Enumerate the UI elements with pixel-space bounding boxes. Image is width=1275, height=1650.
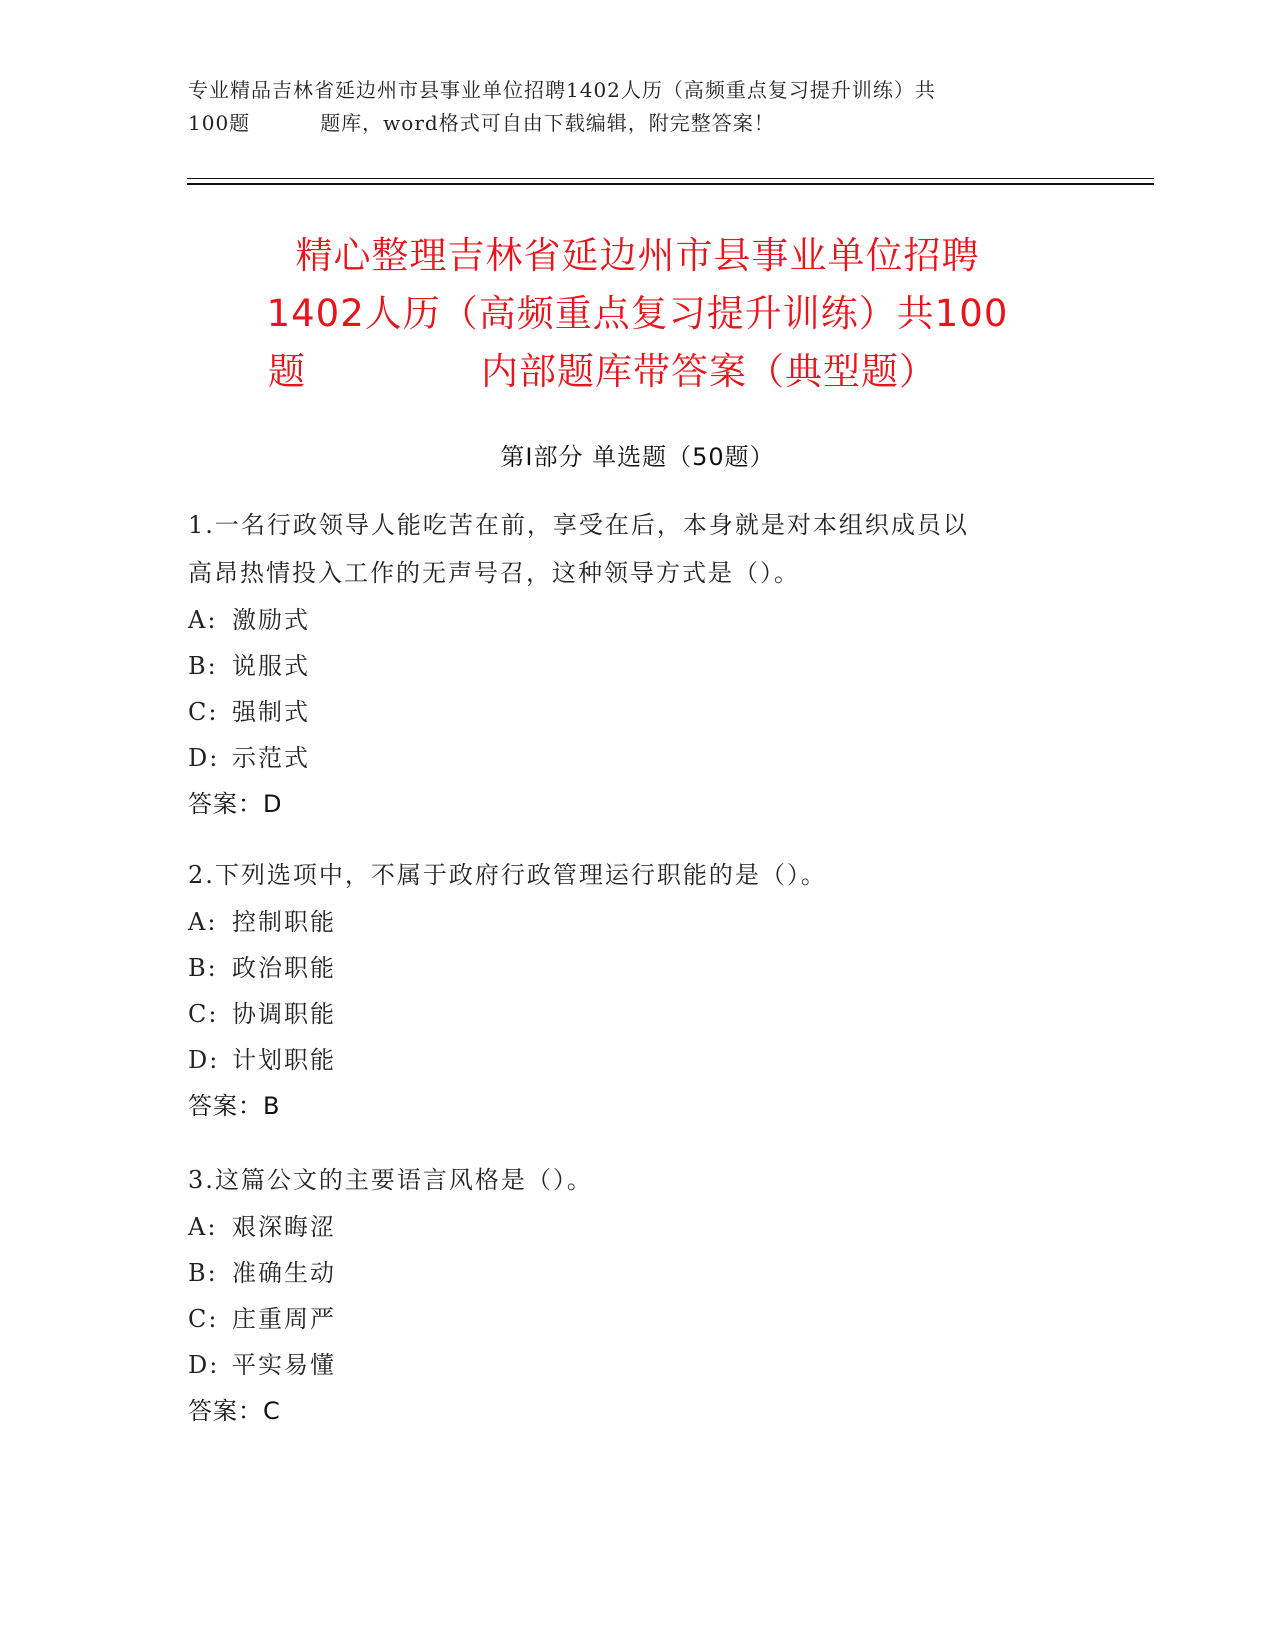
option-text: 说服式	[232, 652, 310, 680]
option-b	[188, 1250, 1088, 1296]
option-key: D:	[188, 1351, 220, 1379]
option-a	[188, 1204, 1088, 1250]
document-title	[150, 227, 1125, 401]
option-d	[188, 1342, 1088, 1388]
option-text: 平实易懂	[232, 1351, 336, 1379]
answer-line: 答案：D	[188, 790, 283, 818]
option-d	[188, 1037, 1088, 1083]
option-text: 政治职能	[232, 954, 336, 982]
title-line-3-start: 题	[268, 350, 306, 393]
option-c	[188, 1296, 1088, 1342]
question-stem: 2.下列选项中，不属于政府行政管理运行职能的是（）。	[188, 861, 827, 889]
option-text: 示范式	[232, 744, 310, 772]
option-a	[188, 597, 1088, 643]
question-1	[188, 501, 1088, 827]
option-d	[188, 735, 1088, 781]
option-text: 激励式	[232, 606, 310, 634]
option-key: D:	[188, 744, 220, 772]
header-note-count: 100题	[188, 111, 251, 135]
document-header-note	[188, 74, 1088, 140]
option-key: B:	[188, 1259, 218, 1287]
header-divider-thin	[187, 178, 1154, 179]
option-text: 控制职能	[232, 908, 336, 936]
option-key: C:	[188, 1000, 219, 1028]
option-text: 计划职能	[232, 1046, 336, 1074]
header-divider-thick	[187, 183, 1154, 185]
title-line-2: 1402人历（高频重点复习提升训练）共100	[266, 292, 1009, 335]
header-note-description: 题库，word格式可自由下载编辑，附完整答案！	[320, 111, 775, 135]
option-key: A:	[188, 1213, 218, 1241]
option-key: A:	[188, 606, 218, 634]
option-key: C:	[188, 698, 219, 726]
option-a	[188, 899, 1088, 945]
question-stem: 3.这篇公文的主要语言风格是（）。	[188, 1166, 593, 1194]
option-key: B:	[188, 652, 218, 680]
question-stem-continued: 高昂热情投入工作的无声号召，这种领导方式是（）。	[188, 559, 800, 587]
title-line-3	[150, 343, 1125, 401]
option-key: C:	[188, 1305, 219, 1333]
option-key: B:	[188, 954, 218, 982]
header-note-line-1: 专业精品吉林省延边州市县事业单位招聘1402人历（高频重点复习提升训练）共	[188, 78, 936, 102]
option-text: 强制式	[232, 698, 310, 726]
option-text: 准确生动	[232, 1259, 336, 1287]
question-stem: 1.一名行政领导人能吃苦在前，享受在后，本身就是对本组织成员以	[188, 511, 969, 539]
question-2	[188, 851, 1088, 1129]
option-key: A:	[188, 908, 218, 936]
option-b	[188, 643, 1088, 689]
header-note-line-2	[188, 107, 1088, 140]
question-3	[188, 1156, 1088, 1434]
answer-line: 答案：C	[188, 1397, 281, 1425]
section-heading: 第Ⅰ部分 单选题（50题）	[500, 443, 775, 471]
option-text: 协调职能	[232, 1000, 336, 1028]
option-text: 庄重周严	[232, 1305, 336, 1333]
option-key: D:	[188, 1046, 220, 1074]
title-line-3-end: 内部题库带答案（典型题）	[481, 350, 937, 393]
option-c	[188, 689, 1088, 735]
option-c	[188, 991, 1088, 1037]
option-b	[188, 945, 1088, 991]
title-line-1: 精心整理吉林省延边州市县事业单位招聘	[295, 234, 980, 277]
option-text: 艰深晦涩	[232, 1213, 336, 1241]
answer-line: 答案：B	[188, 1092, 281, 1120]
